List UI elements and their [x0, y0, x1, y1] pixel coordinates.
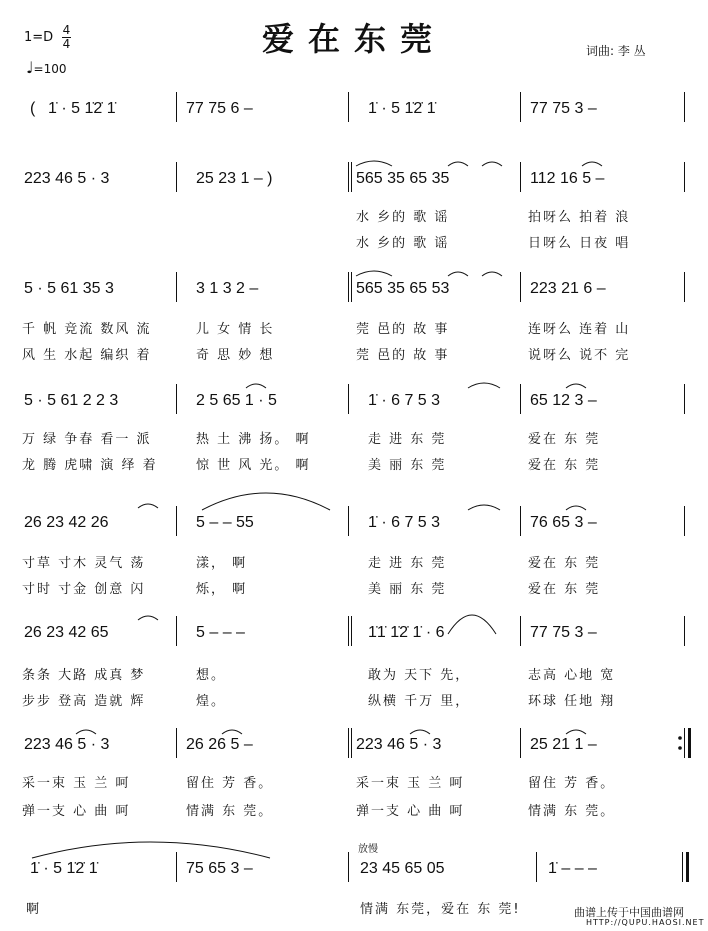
- bar-line: [684, 506, 685, 536]
- measure: 75 65 3 –: [186, 860, 253, 877]
- lyric: 儿 女 情 长: [196, 322, 275, 337]
- lyric: 万 绿 争春 看一 派: [22, 432, 152, 447]
- measure: 77 75 3 –: [530, 100, 597, 117]
- bar-line: [348, 852, 349, 882]
- lyric: 情满 东莞，爱在 东 莞!: [360, 902, 521, 917]
- lyric: 漾， 啊: [196, 556, 248, 571]
- measure: 26 23 42 26: [24, 514, 109, 531]
- slur-arc: [410, 730, 430, 734]
- repeat-dot: [678, 736, 682, 740]
- slur-arc: [448, 615, 496, 634]
- slur-arc: [222, 730, 242, 734]
- quarter-note-icon: ♩: [26, 58, 34, 77]
- bar-line: [348, 506, 349, 536]
- lyric: 莞 邑的 故 事: [356, 322, 450, 337]
- measure: 5 – – –: [196, 624, 245, 641]
- repeat-bar-line: [684, 728, 685, 758]
- bar-line: [520, 384, 521, 414]
- slur-arc: [468, 505, 500, 510]
- bar-line: [348, 272, 349, 302]
- lyric: 拍呀么 拍着 浪: [528, 210, 631, 225]
- lyric: 留住 芳 香。: [186, 776, 274, 791]
- slur-arc: [356, 161, 392, 166]
- slur-arc: [566, 384, 586, 388]
- measure: 65 12 3 –: [530, 392, 597, 409]
- lyric: 弹一支 心 曲 呵: [356, 804, 465, 819]
- bar-line: [520, 728, 521, 758]
- slur-arc: [582, 162, 602, 166]
- measure: 223 46 5 · 3: [356, 736, 442, 753]
- lyric: 爱在 东 莞: [528, 582, 601, 597]
- measure: 26 26 5 –: [186, 736, 253, 753]
- measure: 5 · 5 61 2 2 3: [24, 392, 119, 409]
- measure: 25 21 1 –: [530, 736, 597, 753]
- bar-line: [348, 728, 349, 758]
- slur-arc: [448, 162, 468, 166]
- lyric: 水 乡的 歌 谣: [356, 210, 450, 225]
- tempo-direction: 放慢: [358, 844, 378, 855]
- lyric: 寸时 寸金 创意 闪: [22, 582, 146, 597]
- lyric: 龙 腾 虎啸 演 绎 着: [22, 458, 158, 473]
- lyric: 条条 大路 成真 梦: [22, 668, 146, 683]
- slur-arc: [202, 493, 330, 510]
- slur-arc: [356, 271, 392, 276]
- slur-arc: [138, 616, 158, 620]
- bar-line: [176, 728, 177, 758]
- lyric: 弹一支 心 曲 呵: [22, 804, 131, 819]
- key-signature: 1=D: [24, 30, 54, 45]
- measure: 5 · 5 61 35 3: [24, 280, 114, 297]
- measure: 1̇ · 6 7 5 3: [368, 514, 441, 531]
- measure: 25 23 1 – ): [196, 170, 273, 187]
- lyric: 步步 登高 造就 辉: [22, 694, 146, 709]
- bar-line: [348, 92, 349, 122]
- lyric: 煌。: [196, 694, 227, 709]
- bar-line: [520, 506, 521, 536]
- lyric: 纵横 千万 里，: [368, 694, 471, 709]
- bar-line: [684, 92, 685, 122]
- slur-arc: [566, 506, 586, 510]
- lyric: 志高 心地 宽: [528, 668, 616, 683]
- measure: 1̇ · 5 1̇2̇ 1̇: [48, 100, 116, 117]
- bar-line: [684, 384, 685, 414]
- bar-line: [176, 616, 177, 646]
- bar-line: [520, 272, 521, 302]
- slur-arc: [566, 730, 586, 734]
- measure: 223 46 5 · 3: [24, 736, 110, 753]
- measure: 112 16 5 –: [530, 170, 605, 187]
- final-bar-thick: [686, 852, 689, 882]
- open-paren: (: [30, 100, 36, 117]
- time-signature: [62, 24, 71, 51]
- measure: 3 1 3 2 –: [196, 280, 259, 297]
- tempo-mark: [26, 58, 67, 77]
- lyric: 水 乡的 歌 谣: [356, 236, 450, 251]
- bar-line: [351, 616, 352, 646]
- bar-line: [520, 162, 521, 192]
- bar-line: [176, 272, 177, 302]
- lyric: 惊 世 风 光。 啊: [196, 458, 311, 473]
- bar-line: [348, 384, 349, 414]
- lyric: 爱在 东 莞: [528, 458, 601, 473]
- slur-arc: [32, 842, 270, 858]
- lyric: 莞 邑的 故 事: [356, 348, 450, 363]
- measure: 1̇ – – –: [548, 860, 597, 877]
- measure: 565 35 65 35: [356, 170, 450, 187]
- lyric: 奇 思 妙 想: [196, 348, 275, 363]
- lyric: 日呀么 日夜 唱: [528, 236, 631, 251]
- lyric: 情满 东 莞。: [186, 804, 274, 819]
- lyric: 美 丽 东 莞: [368, 582, 447, 597]
- lyric: 连呀么 连着 山: [528, 322, 631, 337]
- lyric: 寸草 寸木 灵气 荡: [22, 556, 146, 571]
- bar-line: [176, 506, 177, 536]
- lyric: 敢为 天下 先，: [368, 668, 471, 683]
- measure: 26 23 42 65: [24, 624, 109, 641]
- measure: 223 46 5 · 3: [24, 170, 110, 187]
- bar-line: [176, 92, 177, 122]
- lyric: 爱在 东 莞: [528, 432, 601, 447]
- bar-line: [684, 616, 685, 646]
- watermark: 曲谱上传于中国曲谱网: [574, 906, 684, 919]
- measure: 1̇1̇ 1̇2̇ 1̇ · 6: [368, 624, 445, 641]
- lyric: 风 生 水起 编织 着: [22, 348, 152, 363]
- measure: 77 75 6 –: [186, 100, 253, 117]
- measure: 5 – – 55: [196, 514, 254, 531]
- lyric: 想。: [196, 668, 227, 683]
- measure: 1̇ · 5 1̇2̇ 1̇: [368, 100, 436, 117]
- watermark-url: HTTP://QUPU.HAOSI.NET: [586, 918, 705, 927]
- lyric: 走 进 东 莞: [368, 556, 447, 571]
- lyric: 啊: [26, 902, 42, 917]
- bar-line: [536, 852, 537, 882]
- bar-line: [348, 162, 349, 192]
- lyric: 采一束 玉 兰 呵: [22, 776, 131, 791]
- bar-line: [684, 162, 685, 192]
- bar-line: [684, 272, 685, 302]
- measure: 1̇ · 6 7 5 3: [368, 392, 441, 409]
- slur-arc: [246, 384, 266, 388]
- slur-arc: [482, 272, 502, 276]
- measure: 77 75 3 –: [530, 624, 597, 641]
- time-sig-top: 4: [62, 23, 71, 37]
- measure: 1̇ · 5 1̇2̇ 1̇: [30, 860, 98, 877]
- lyric: 情满 东 莞。: [528, 804, 616, 819]
- slur-arc: [138, 504, 158, 508]
- repeat-bar-thick: [688, 728, 691, 758]
- measure: 2 5 65 1 · 5: [196, 392, 277, 409]
- bar-line: [520, 92, 521, 122]
- lyric: 热 土 沸 扬。 啊: [196, 432, 311, 447]
- slur-arc: [482, 162, 502, 166]
- bar-line: [520, 616, 521, 646]
- bar-line: [348, 616, 349, 646]
- repeat-dot: [678, 746, 682, 750]
- measure: 565 35 65 53: [356, 280, 450, 297]
- lyric: 美 丽 东 莞: [368, 458, 447, 473]
- lyric: 采一束 玉 兰 呵: [356, 776, 465, 791]
- measure: 23 45 65 05: [360, 860, 445, 877]
- credit: 词曲: 李 丛: [586, 44, 646, 58]
- final-bar-thin: [682, 852, 683, 882]
- lyric: 爱在 东 莞: [528, 556, 601, 571]
- bar-line: [176, 162, 177, 192]
- lyric: 环球 任地 翔: [528, 694, 616, 709]
- bar-line: [351, 272, 352, 302]
- bar-line: [351, 728, 352, 758]
- slur-arc: [468, 383, 500, 388]
- slur-arc: [76, 730, 96, 734]
- lyric: 千 帆 竞流 数风 流: [22, 322, 152, 337]
- lyric: 烁， 啊: [196, 582, 248, 597]
- bar-line: [176, 384, 177, 414]
- measure: 76 65 3 –: [530, 514, 597, 531]
- measure: 223 21 6 –: [530, 280, 606, 297]
- slur-arc: [448, 272, 468, 276]
- lyric: 留住 芳 香。: [528, 776, 616, 791]
- tempo-value: =100: [33, 62, 67, 76]
- song-title: 爱在东莞: [261, 20, 446, 58]
- lyric: 说呀么 说不 完: [528, 348, 631, 363]
- lyric: 走 进 东 莞: [368, 432, 447, 447]
- bar-line: [176, 852, 177, 882]
- time-sig-bottom: 4: [62, 37, 71, 51]
- bar-line: [351, 162, 352, 192]
